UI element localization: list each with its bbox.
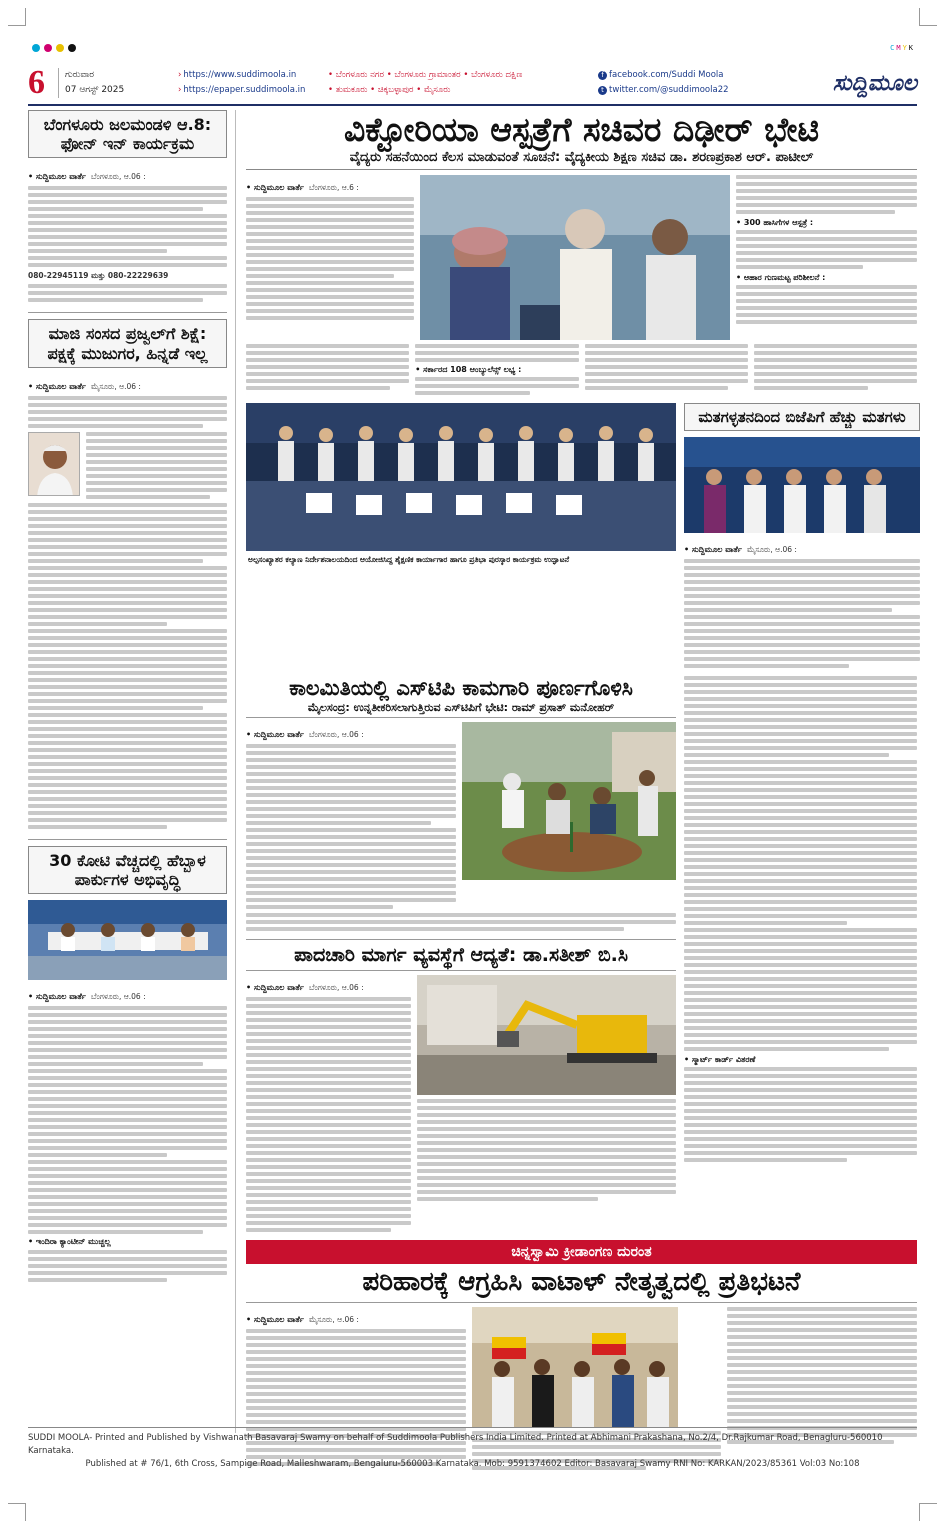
award-ceremony-photo	[246, 403, 676, 551]
dateline: ಮೈಸೂರು, ಆ.06 :	[91, 381, 141, 391]
byline: • ಸುದ್ದಿಮೂಲ ವಾರ್ತೆ	[684, 545, 742, 554]
portrait-photo	[28, 432, 80, 496]
dateline: ಬೆಂಗಳೂರು, ಆ.06 :	[309, 730, 364, 740]
body-text	[736, 285, 917, 324]
issue-date: 07 ಆಗಸ್ಟ್ 2025	[65, 85, 125, 95]
main-area	[246, 110, 917, 1433]
story-headline: 30 ಕೋಟಿ ವೆಚ್ಚದಲ್ಲಿ ಹೆಬ್ಬಾಳ ಪಾರ್ಕುಗಳ ಅಭಿವೃದ್ಧಿ	[28, 846, 227, 894]
story-jalamandali	[28, 110, 227, 302]
tree-planting-photo	[462, 722, 676, 880]
imprint-line: SUDDI MOOLA- Printed and Published by Vishwanath Basavaraj Swamy on behalf of Suddimoola Publishers India Limited. Printed at Abhimani Prakashana, No.2/4, Dr.Rajkumar Road, Benagluru-560010 Karnataka.	[28, 1433, 883, 1456]
story-stp	[246, 676, 676, 931]
story-subhead: ಮೈಲಸಂದ್ರ: ಉನ್ನತೀಕರಿಸಲಾಗುತ್ತಿರುವ ಎಸ್‌ಟಿಪಿಗೆ ಭೇಟಿ: ರಾಮ್ ಪ್ರಸಾತ್ ಮನೋಹರ್	[246, 701, 676, 718]
subheading: • ಇಂದಿರಾ ಕ್ಯಾಂಟೀನ್ ಮುಚ್ಚಲ್ಲ	[28, 1237, 111, 1247]
newspaper-logo: ಸುದ್ದಿಮೂಲ	[832, 70, 917, 96]
body-text	[754, 344, 917, 395]
byline: • ಸುದ್ದಿಮೂಲ ವಾರ್ತೆ	[28, 172, 86, 182]
cmyk-label: CMYK	[890, 44, 915, 52]
story-matha	[684, 403, 920, 668]
body-text	[28, 1250, 227, 1282]
body-text	[246, 913, 676, 931]
crop-mark	[919, 8, 937, 26]
section-band: ಚಿನ್ನಸ್ವಾಮಿ ಕ್ರೀಡಾಂಗಣ ದುರಂತ	[246, 1240, 917, 1264]
story-headline: ಬೆಂಗಳೂರು ಜಲಮಂಡಳಿ ಆ.8: ಫೋನ್ ಇನ್ ಕಾರ್ಯಕ್ರಮ	[28, 110, 227, 158]
body-text	[28, 1006, 227, 1234]
crop-mark	[8, 1503, 26, 1521]
masthead	[28, 62, 917, 106]
body-text	[28, 186, 227, 267]
matha-photo	[684, 437, 920, 533]
subheading: • ಸ್ಮಾರ್ಟ್ ಕಾರ್ಡ್ ವಿತರಣೆ	[684, 1055, 756, 1064]
body-text	[246, 197, 414, 320]
byline: • ಸುದ್ದಿಮೂಲ ವಾರ್ತೆ	[246, 983, 304, 993]
web-links	[178, 68, 328, 98]
dateline: ಮೈಸೂರು, ಆ.06 :	[309, 1315, 359, 1325]
protest-photo	[472, 1307, 721, 1427]
date-block	[58, 68, 178, 98]
cities-line: • ತುಮಕೂರು • ಚಿಕ್ಕಬಳ್ಳಾಪುರ • ಮೈಸೂರು	[328, 85, 451, 95]
imprint-line: Published at # 76/1, 6th Cross, Sampige Road, Malleshwaram, Bengaluru-560003 Karnataka. Mob: 9591374602 Editor: Basavaraj Swamy RNI No: KARKAN/2023/85361 Vol:03 No:108	[85, 1459, 860, 1469]
excavator-photo	[417, 975, 676, 1095]
body-text	[415, 344, 578, 362]
body-text	[736, 230, 917, 269]
dateline: ಬೆಂಗಳೂರು, ಆ.06 :	[91, 992, 146, 1002]
body-text	[585, 344, 748, 395]
body-text	[86, 432, 227, 499]
left-column	[28, 110, 236, 1433]
photo-caption: ಅಲ್ಪಸಂಖ್ಯಾತರ ಕಲ್ಯಾಣ ನಿರ್ದೇಶನಾಲಯದಿಂದ ಆಯೋಜಿಸಿದ್ದ ಶೈಕ್ಷಣಿಕ ಕಾರ್ಯಾಗಾರ ಹಾಗೂ ಪ್ರತಿಭಾ ಪುರಸ್ಕಾರ ಕಾರ್ಯಕ್ರಮ ಉದ್ಘಾಟನೆ	[248, 555, 570, 564]
byline: • ಸುದ್ದಿಮೂಲ ವಾರ್ತೆ	[28, 992, 86, 1002]
byline: • ಸುದ್ದಿಮೂಲ ವಾರ್ತೆ	[246, 730, 304, 740]
dateline: ಬೆಂಗಳೂರು, ಆ.06 :	[309, 983, 364, 993]
twitter-link[interactable]: twitter.com/@suddimoola22	[609, 85, 729, 95]
phone-numbers: 080-22945119 ಮತ್ತು 080-22229639	[28, 271, 169, 281]
crop-mark	[919, 1503, 937, 1521]
body-text	[415, 377, 578, 395]
arrow-icon: ›	[178, 85, 182, 95]
facebook-icon: f	[598, 71, 607, 80]
facebook-link[interactable]: facebook.com/Suddi Moola	[609, 70, 724, 80]
story-headline: ಮತಗಳ್ಳತನದಿಂದ ಬಿಜೆಪಿಗೆ ಹೆಚ್ಚು ಮತಗಳು	[684, 403, 920, 431]
story-headline: ಕಾಲಮಿತಿಯಲ್ಲಿ ಎಸ್‌ಟಿಪಿ ಕಾಮಗಾರಿ ಪೂರ್ಣಗೊಳಿಸಿ	[289, 676, 633, 700]
body-text	[246, 344, 409, 395]
social-links	[598, 68, 748, 98]
byline: • ಸುದ್ದಿಮೂಲ ವಾರ್ತೆ	[28, 381, 86, 391]
imprint	[28, 1427, 917, 1471]
body-text	[246, 744, 456, 909]
dateline: ಬೆಂಗಳೂರು, ಆ.06 :	[91, 172, 146, 182]
dateline: ಬೆಂಗಳೂರು, ಆ.6 :	[309, 183, 359, 192]
weekday: ಗುರುವಾರ	[65, 70, 95, 80]
minister-visit-photo	[420, 175, 730, 340]
story-prajwal	[28, 312, 227, 828]
registration-dots	[32, 44, 76, 52]
body-text	[28, 284, 227, 302]
lead-story	[246, 110, 917, 395]
subheading: • 300 ಹಾಸಿಗೆಗಳ ಆಸ್ಪತ್ರೆ :	[736, 218, 814, 227]
story-headline: ಪಾದಚಾರಿ ಮಾರ್ಗ ವ್ಯವಸ್ಥೆಗೆ ಆದ್ಯತೆ: ಡಾ.ಸತೀಶ್ ಬಿ.ಸಿ	[246, 944, 676, 971]
lead-headline: ವಿಕ್ಟೋರಿಯಾ ಆಸ್ಪತ್ರೆಗೆ ಸಚಿವರ ದಿಢೀರ್ ಭೇಟಿ	[344, 110, 819, 149]
body-text	[417, 1099, 676, 1201]
dateline: ಮೈಸೂರು, ಆ.06 :	[747, 545, 797, 554]
page-number: 6	[28, 64, 45, 101]
lead-subhead: ವೈದ್ಯರು ಸಹನೆಯಿಂದ ಕೆಲಸ ಮಾಡುವಂತೆ ಸೂಚನೆ: ವೈದ್ಯಕೀಯ ಶಿಕ್ಷಣ ಸಚಿವ ಡಾ. ಶರಣಪ್ರಕಾಶ ಆರ್. ಪಾಟೀಲ್	[246, 150, 917, 170]
subheading: • ಆಹಾರ ಗುಣಮಟ್ಟ ಪರಿಶೀಲನೆ :	[736, 273, 826, 282]
crop-mark	[8, 8, 26, 26]
twitter-icon: t	[598, 86, 607, 95]
body-text	[736, 175, 917, 214]
epaper-link[interactable]: https://epaper.suddimoola.in	[183, 85, 306, 95]
byline: • ಸುದ್ದಿಮೂಲ ವಾರ್ತೆ	[246, 183, 304, 192]
body-text	[28, 503, 227, 829]
story-headline: ಮಾಜಿ ಸಂಸದ ಪ್ರಜ್ವಲ್‌ಗೆ ಶಿಕ್ಷೆ: ಪಕ್ಷಕ್ಕೆ ಮುಜುಗರ, ಹಿನ್ನಡೆ ಇಲ್ಲ	[28, 319, 227, 367]
body-text	[684, 676, 917, 1051]
story-headline: ಪರಿಹಾರಕ್ಕೆ ಆಗ್ರಹಿಸಿ ವಾಟಾಳ್ ನೇತೃತ್ವದಲ್ಲಿ ಪ್ರತಿಭಟನೆ	[246, 1264, 917, 1303]
edition-cities	[328, 68, 598, 98]
body-text	[684, 1067, 917, 1162]
meeting-photo	[28, 900, 227, 980]
body-text	[28, 396, 227, 428]
byline: • ಸುದ್ದಿಮೂಲ ವಾರ್ತೆ	[246, 1315, 304, 1325]
website-link[interactable]: https://www.suddimoola.in	[183, 70, 297, 80]
arrow-icon: ›	[178, 70, 182, 80]
cities-line: • ಬೆಂಗಳೂರು ನಗರ • ಬೆಂಗಳೂರು ಗ್ರಾಮಾಂತರ • ಬೆಂಗಳೂರು ದಕ್ಷಿಣ	[328, 70, 523, 80]
body-text	[684, 559, 920, 668]
matha-continued	[684, 676, 917, 1232]
body-text	[246, 997, 411, 1232]
story-hebbal-parks	[28, 839, 227, 1282]
story-footpath	[246, 939, 676, 1232]
subheading: • ಸರ್ಕಾರದ 108 ಆಂಬ್ಯುಲೆನ್ಸ್ ಲಭ್ಯ :	[415, 365, 522, 374]
